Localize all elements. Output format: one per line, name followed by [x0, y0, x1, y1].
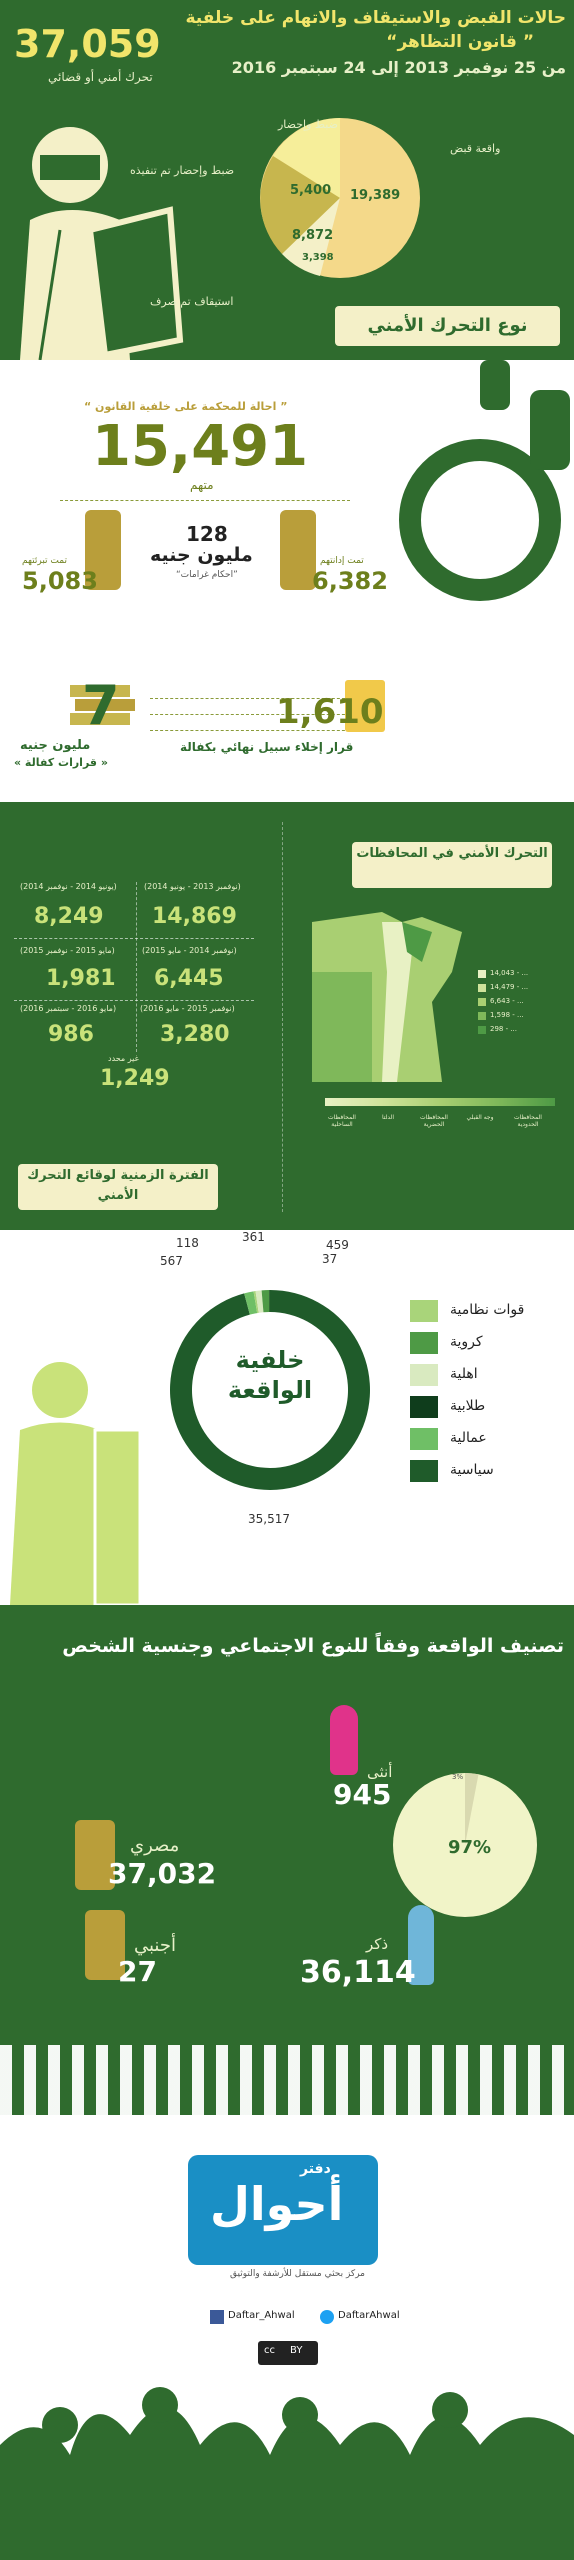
referred-connector: [60, 500, 350, 501]
female-value: 945: [333, 1778, 392, 1811]
donut-label-a: 118: [176, 1236, 199, 1250]
facebook-icon[interactable]: [210, 2310, 224, 2324]
foreign-value: 27: [118, 1955, 157, 1988]
header-title-line2: ” قانون التظاهر“: [386, 32, 534, 52]
logo-big-text: أحوال: [210, 2177, 344, 2231]
legend-swatch-4: [410, 1396, 438, 1418]
header-title-line1: حالات القبض والاستيقاف والاتهام على خلفية: [185, 8, 566, 28]
section-gender: [0, 1605, 574, 2115]
map-legend-swatch-3: [478, 998, 486, 1006]
donut-center-line2: الواقعة: [227, 1376, 313, 1404]
release-value: 1,610: [276, 692, 384, 732]
section-background: [0, 1230, 574, 1605]
section-judicial: [0, 360, 574, 802]
facebook-handle[interactable]: Daftar_Ahwal: [228, 2310, 295, 2321]
riot-police-illustration: [0, 110, 200, 360]
legend-label-1: قوات نظامية: [450, 1302, 525, 1318]
protester-illustration: [0, 1350, 150, 1605]
period-label-1: (نوفمبر 2013 - يونيو 2014): [144, 882, 241, 891]
referred-value: 15,491: [92, 414, 309, 479]
map-legend-swatch-1: [478, 970, 486, 978]
legend-swatch-6: [410, 1460, 438, 1482]
pie-label-executed: ضبط وإحضار تم تنفيذه: [130, 164, 235, 177]
legend-swatch-3: [410, 1364, 438, 1386]
period-label-7: غير محدد: [108, 1054, 139, 1063]
section-periods-governorates: [0, 802, 574, 1230]
gender-title: تصنيف الواقعة وفقاً للنوع الاجتماعي وجنسية الشخص: [62, 1635, 564, 1657]
crowd-silhouette-illustration: [0, 2365, 574, 2560]
period-value-6: 986: [48, 1022, 94, 1047]
legend-label-6: سياسية: [450, 1462, 494, 1478]
period-label-5: (نوفمبر 2015 - مايو 2016): [140, 1004, 235, 1013]
referred-unit: متهم: [190, 478, 214, 492]
period-value-2: 8,249: [34, 904, 104, 929]
map-legend-swatch-5: [478, 1026, 486, 1034]
map-gradient-bar: [325, 1098, 555, 1106]
convicted-person-icon: [280, 510, 316, 590]
logo-tagline: مركز بحثي مستقل للأرشفة والتوثيق: [230, 2269, 366, 2279]
convicted-value: 6,382: [312, 567, 388, 595]
map-legend: [478, 970, 568, 1050]
legend-swatch-5: [410, 1428, 438, 1450]
period-label-6: (مايو 2016 - سبتمبر 2016): [20, 1004, 117, 1013]
legend-label-3: اهلية: [450, 1366, 478, 1382]
total-value: 37,059: [14, 22, 161, 66]
male-value: 36,114: [300, 1955, 416, 1990]
egypt-map: [312, 912, 462, 1082]
fines-unit: مليون جنيه: [150, 544, 253, 566]
twitter-icon[interactable]: [320, 2310, 334, 2324]
period-value-7: 1,249: [100, 1066, 170, 1091]
section-footer: [0, 2115, 574, 2560]
pie-value-arrest: 19,389: [350, 188, 401, 203]
pie-label-arrest: واقعة قبض: [450, 142, 501, 155]
percent-male: 97%: [448, 1837, 492, 1858]
legend-label-2: كروية: [450, 1334, 483, 1350]
foreign-label: أجنبي: [134, 1935, 176, 1956]
period-value-3: 6,445: [154, 966, 224, 991]
acquitted-label: تمت تبرئتهم: [22, 556, 67, 566]
legend-label-5: عمالية: [450, 1430, 487, 1446]
period-value-4: 1,981: [46, 966, 116, 991]
fines-note: ”احكام غرامات“: [176, 570, 238, 580]
background-legend: [410, 1300, 570, 1500]
donut-label-e: 37: [322, 1252, 338, 1266]
donut-label-f: 35,517: [248, 1512, 290, 1526]
daftar-ahwal-logo: [188, 2155, 378, 2265]
header-subtitle: من 25 نوفمبر 2013 إلى 24 سبتمبر 2016: [231, 58, 566, 77]
bail-value: 7: [82, 674, 120, 737]
handcuffs-illustration: [360, 360, 574, 610]
acquitted-value: 5,083: [22, 567, 98, 595]
convicted-label: تمت إدانتهم: [320, 556, 364, 566]
referred-label: ” احالة للمحكمة على خلفية القانون “: [84, 400, 288, 413]
period-divider-2: [14, 1000, 254, 1001]
map-legend-item-5: 298 - ...: [490, 1025, 518, 1033]
period-label-2: (يونيو 2014 - نوفمبر 2014): [20, 882, 117, 891]
donut-label-c: 459: [326, 1238, 349, 1252]
map-legend-item-3: 6,643 - ...: [490, 997, 524, 1005]
periods-grid: [14, 882, 254, 1152]
security-type-label: نوع التحرك الأمني: [335, 306, 560, 346]
total-label: تحرك أمني أو قضائي: [48, 70, 153, 84]
cc-icon: cc: [264, 2345, 275, 2356]
percent-female: 3%: [452, 1773, 464, 1781]
cc-license-badge: [258, 2341, 318, 2365]
region-label-4: الدلتا: [381, 1114, 395, 1121]
pie-label-warrants: ضبط وإحضار: [278, 118, 338, 131]
section3-vertical-divider: [282, 822, 283, 1212]
legend-label-4: طلابية: [450, 1398, 486, 1414]
pie-value-stop: 3,398: [302, 252, 334, 263]
egyptian-value: 37,032: [108, 1857, 217, 1890]
map-legend-item-2: 14,479 - ...: [490, 983, 529, 991]
pie-value-executed: 8,872: [292, 228, 334, 243]
egyptian-label: مصري: [130, 1835, 180, 1856]
map-legend-item-4: 1,598 - ...: [490, 1011, 524, 1019]
period-label-4: (مايو 2015 - نوفمبر 2015): [20, 946, 115, 955]
section-security-type: [0, 0, 574, 360]
period-label-3: (نوفمبر 2014 - مايو 2015): [142, 946, 237, 955]
legend-swatch-2: [410, 1332, 438, 1354]
female-icon: [330, 1705, 358, 1775]
bail-unit: مليون جنيه: [20, 738, 91, 753]
period-vertical-divider: [136, 882, 137, 1052]
legend-swatch-1: [410, 1300, 438, 1322]
fines-value: 128: [186, 522, 228, 546]
region-label-1: المحافظات الحدودية: [514, 1114, 542, 1128]
map-legend-item-1: 14,043 - ...: [490, 969, 529, 977]
period-value-1: 14,869: [152, 904, 237, 929]
periods-title: الفترة الزمنية لوقائع التحرك الأمني: [18, 1164, 218, 1210]
female-label: أنثى: [367, 1763, 393, 1781]
period-value-5: 3,280: [160, 1022, 230, 1047]
pie-value-warrants: 5,400: [290, 183, 332, 198]
donut-label-b: 361: [242, 1230, 265, 1244]
region-label-5: المحافظات الساحلية: [328, 1114, 356, 1128]
donut-label-d: 567: [160, 1254, 183, 1268]
logo-small-text: دفتر: [300, 2161, 331, 2177]
donut-center-line1: خلفية: [235, 1346, 305, 1374]
governorates-title: التحرك الأمني في المحافظات: [352, 842, 552, 888]
crowd-silhouette-row: [0, 2045, 574, 2115]
region-label-2: وجه القبلي: [466, 1114, 494, 1121]
map-legend-swatch-4: [478, 1012, 486, 1020]
twitter-handle[interactable]: DaftarAhwal: [338, 2310, 400, 2321]
by-icon: BY: [290, 2345, 303, 2356]
male-label: ذكر: [366, 1935, 389, 1953]
bail-note: « قرارات كفالة »: [14, 756, 108, 769]
region-label-3: المحافظات الحضرية: [420, 1114, 448, 1128]
release-label: قرار إخلاء سبيل نهائي بكفالة: [180, 740, 354, 754]
period-divider-1: [14, 938, 254, 939]
pie-label-stop: استيقاف تم صرف: [150, 295, 234, 308]
map-legend-swatch-2: [478, 984, 486, 992]
